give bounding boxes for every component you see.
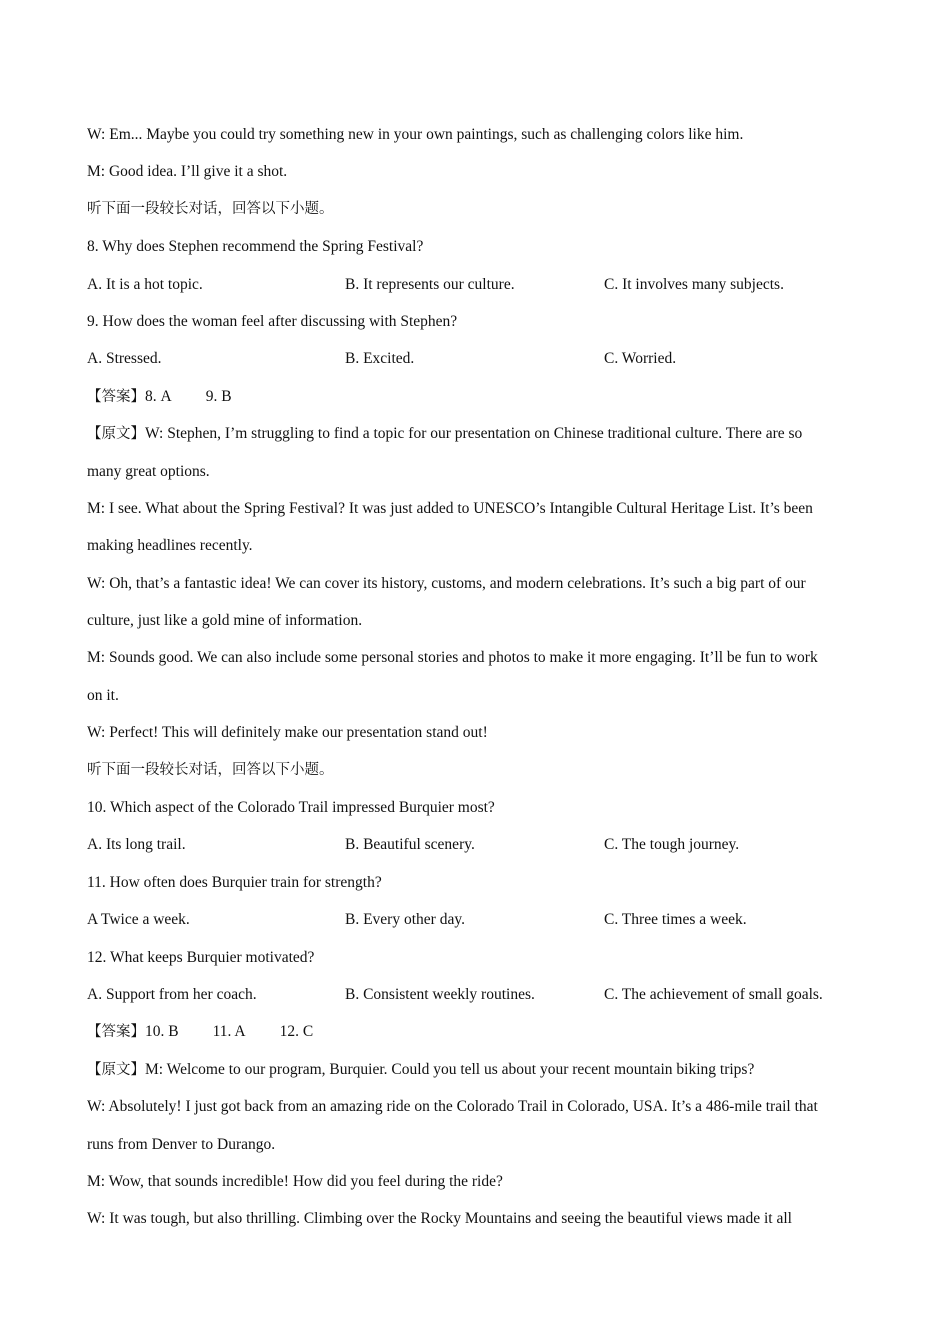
- option-a: A. It is a hot topic.: [87, 275, 203, 293]
- transcript-line: M: Sounds good. We can also include some personal stories and photos to make it more engaging. It’ll be fun to work: [87, 649, 818, 667]
- option-c: C. Worried.: [604, 350, 677, 368]
- question-10-stem: 10. Which aspect of the Colorado Trail impressed Burquier most?: [87, 799, 495, 817]
- question-12-stem: 12. What keeps Burquier motivated?: [87, 948, 315, 966]
- option-b: B. It represents our culture.: [345, 275, 515, 293]
- document-page: [87, 116, 872, 1238]
- transcript-text: W: Stephen, I’m struggling to find a topic for our presentation on Chinese traditional culture. There are so: [145, 425, 803, 443]
- transcript-line: making headlines recently.: [87, 537, 253, 555]
- question-11-options: [87, 901, 872, 938]
- answer-value: 9. B: [205, 387, 232, 405]
- transcript-line: W: It was tough, but also thrilling. Climbing over the Rocky Mountains and seeing the beautiful views made it all: [87, 1210, 792, 1228]
- transcript-label: 【原文】: [87, 1061, 145, 1078]
- transcript-line: W: Absolutely! I just got back from an amazing ride on the Colorado Trail in Colorado, USA. It’s a 486-mile trail that: [87, 1098, 818, 1116]
- option-b: B. Excited.: [345, 350, 415, 368]
- answer-label: 【答案】: [87, 388, 145, 405]
- option-b: B. Beautiful scenery.: [345, 836, 475, 854]
- question-9-options: [87, 340, 872, 377]
- option-a: A. Stressed.: [87, 350, 162, 368]
- answer-value: 12. C: [279, 1023, 314, 1041]
- dialogue-line: M: Good idea. I’ll give it a shot.: [87, 163, 288, 181]
- transcript-label: 【原文】: [87, 426, 145, 443]
- question-12-options: [87, 976, 872, 1013]
- option-b: B. Every other day.: [345, 911, 465, 929]
- question-8-options: [87, 266, 872, 303]
- transcript-line: W: Oh, that’s a fantastic idea! We can cover its history, customs, and modern celebrations. It’s such a big part of our: [87, 574, 806, 592]
- option-c: C. The achievement of small goals.: [604, 985, 823, 1003]
- option-c: C. Three times a week.: [604, 911, 747, 929]
- transcript-line: runs from Denver to Durango.: [87, 1135, 276, 1153]
- option-b: B. Consistent weekly routines.: [345, 985, 535, 1003]
- transcript-line: W: Perfect! This will definitely make our presentation stand out!: [87, 724, 488, 742]
- transcript-line: many great options.: [87, 462, 210, 480]
- answer-value: 10. B: [145, 1023, 179, 1041]
- option-a: A. Support from her coach.: [87, 985, 257, 1003]
- option-a: A. Its long trail.: [87, 836, 186, 854]
- question-11-stem: 11. How often does Burquier train for strength?: [87, 873, 382, 891]
- answer-value: 11. A: [212, 1023, 246, 1041]
- answer-label: 【答案】: [87, 1024, 145, 1041]
- transcript-line: [87, 1051, 872, 1088]
- option-c: C. The tough journey.: [604, 836, 740, 854]
- transcript-line: [87, 415, 872, 452]
- option-a: A Twice a week.: [87, 911, 190, 929]
- dialogue-line: W: Em... Maybe you could try something new in your own paintings, such as challenging colors like him.: [87, 126, 744, 143]
- question-10-options: [87, 826, 872, 863]
- option-c: C. It involves many subjects.: [604, 275, 784, 293]
- answer-value: 8. A: [145, 387, 172, 405]
- transcript-line: on it.: [87, 686, 119, 704]
- answer-key-1: [87, 378, 872, 415]
- answer-key-2: [87, 1013, 872, 1050]
- transcript-line: culture, just like a gold mine of information.: [87, 612, 363, 630]
- transcript-line: M: Wow, that sounds incredible! How did you feel during the ride?: [87, 1172, 503, 1190]
- section-instruction: 听下面一段较长对话，回答以下小题。: [87, 761, 334, 778]
- section-instruction: 听下面一段较长对话，回答以下小题。: [87, 200, 334, 217]
- question-9-stem: 9. How does the woman feel after discussing with Stephen?: [87, 312, 458, 330]
- transcript-text: M: Welcome to our program, Burquier. Could you tell us about your recent mountain biking trips?: [145, 1060, 755, 1078]
- transcript-line: M: I see. What about the Spring Festival? It was just added to UNESCO’s Intangible Cultural Heritage List. It’s been: [87, 499, 813, 517]
- question-8-stem: 8. Why does Stephen recommend the Spring Festival?: [87, 238, 424, 256]
